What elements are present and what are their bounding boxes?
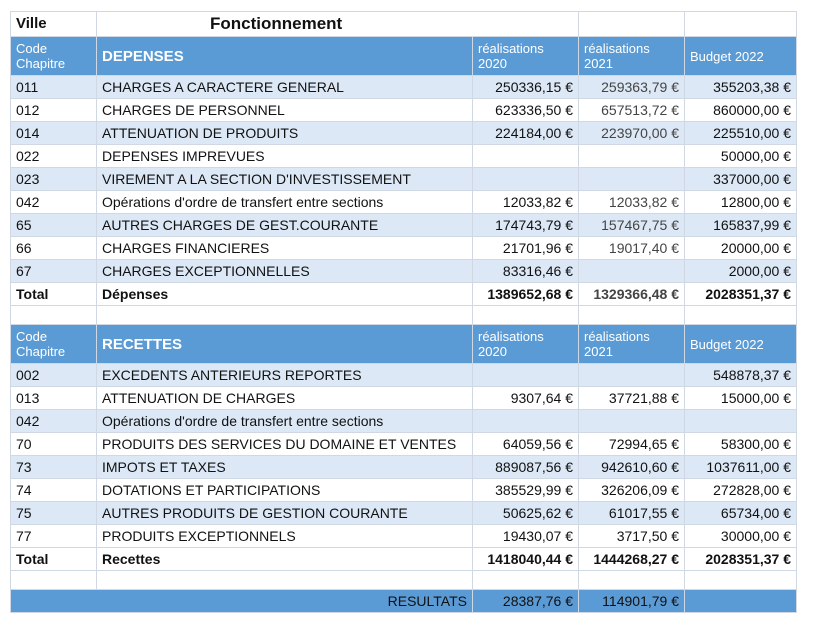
total-2021[interactable]: 1329366,48 € <box>579 283 685 306</box>
budget-2022[interactable]: 1037611,00 € <box>685 456 797 479</box>
value-2020[interactable]: 250336,15 € <box>473 76 579 99</box>
empty-cell[interactable] <box>11 306 97 325</box>
table-row <box>11 122 797 145</box>
value-2021[interactable]: 19017,40 € <box>579 237 685 260</box>
value-2020[interactable]: 623336,50 € <box>473 99 579 122</box>
table-row <box>11 433 797 456</box>
budget-2022[interactable]: 20000,00 € <box>685 237 797 260</box>
value-2020[interactable]: 385529,99 € <box>473 479 579 502</box>
table-row <box>11 191 797 214</box>
budget-2022[interactable]: 355203,38 € <box>685 76 797 99</box>
spacer-row <box>11 306 797 325</box>
chapter-code[interactable]: 042 <box>11 410 97 433</box>
depenses-section-title[interactable]: DEPENSES <box>97 37 473 76</box>
total-2020[interactable]: 1418040,44 € <box>473 548 579 571</box>
code-chapitre-header[interactable]: Code Chapitre <box>11 37 97 76</box>
total-label[interactable]: Total <box>11 283 97 306</box>
chapter-code[interactable]: 70 <box>11 433 97 456</box>
realisations-2020-header[interactable]: réalisations 2020 <box>473 37 579 76</box>
table-row <box>11 456 797 479</box>
budget-2022[interactable] <box>685 410 797 433</box>
value-2020[interactable]: 64059,56 € <box>473 433 579 456</box>
value-2020[interactable]: 50625,62 € <box>473 502 579 525</box>
table-row <box>11 237 797 260</box>
page-title[interactable]: Fonctionnement <box>97 12 579 37</box>
empty-cell[interactable] <box>685 12 797 37</box>
budget-2022[interactable]: 337000,00 € <box>685 168 797 191</box>
chapter-label[interactable]: Opérations d'ordre de transfert entre sections <box>97 191 473 214</box>
resultats-2021[interactable]: 114901,79 € <box>579 590 685 613</box>
chapter-label[interactable]: DEPENSES IMPREVUES <box>97 145 473 168</box>
depenses-total-row <box>11 283 797 306</box>
recettes-section-title[interactable]: RECETTES <box>97 325 473 364</box>
value-2020[interactable]: 12033,82 € <box>473 191 579 214</box>
budget-2022[interactable]: 860000,00 € <box>685 99 797 122</box>
budget-2022[interactable]: 272828,00 € <box>685 479 797 502</box>
resultats-label[interactable]: RESULTATS <box>11 590 473 613</box>
table-row <box>11 525 797 548</box>
chapter-label[interactable]: DOTATIONS ET PARTICIPATIONS <box>97 479 473 502</box>
total-label[interactable]: Total <box>11 548 97 571</box>
table-row <box>11 214 797 237</box>
chapter-code[interactable]: 023 <box>11 168 97 191</box>
empty-cell[interactable] <box>473 571 579 590</box>
table-row <box>11 502 797 525</box>
empty-cell[interactable] <box>685 571 797 590</box>
chapter-code[interactable]: 011 <box>11 76 97 99</box>
budget-table-body <box>11 12 797 613</box>
chapter-label[interactable]: VIREMENT A LA SECTION D'INVESTISSEMENT <box>97 168 473 191</box>
chapter-code[interactable]: 022 <box>11 145 97 168</box>
value-2020[interactable]: 19430,07 € <box>473 525 579 548</box>
budget-2022[interactable]: 2000,00 € <box>685 260 797 283</box>
chapter-label[interactable]: PRODUITS DES SERVICES DU DOMAINE ET VENTES <box>97 433 473 456</box>
total-2020[interactable]: 1389652,68 € <box>473 283 579 306</box>
value-2020[interactable] <box>473 145 579 168</box>
empty-cell[interactable] <box>97 306 473 325</box>
value-2020[interactable]: 174743,79 € <box>473 214 579 237</box>
table-row <box>11 387 797 410</box>
value-2021[interactable]: 223970,00 € <box>579 122 685 145</box>
budget-2022[interactable]: 548878,37 € <box>685 364 797 387</box>
realisations-2021-header[interactable]: réalisations 2021 <box>579 37 685 76</box>
ville-cell[interactable]: Ville <box>11 12 97 37</box>
chapter-label[interactable]: PRODUITS EXCEPTIONNELS <box>97 525 473 548</box>
resultats-row <box>11 590 797 613</box>
empty-cell[interactable] <box>579 306 685 325</box>
budget-table <box>10 11 797 613</box>
code-chapitre-header[interactable]: Code Chapitre <box>11 325 97 364</box>
table-row <box>11 479 797 502</box>
value-2021[interactable] <box>579 168 685 191</box>
realisations-2020-header[interactable]: réalisations 2020 <box>473 325 579 364</box>
value-2020[interactable]: 889087,56 € <box>473 456 579 479</box>
chapter-code[interactable]: 65 <box>11 214 97 237</box>
chapter-code[interactable]: 74 <box>11 479 97 502</box>
budget-2022[interactable]: 225510,00 € <box>685 122 797 145</box>
value-2020[interactable]: 83316,46 € <box>473 260 579 283</box>
value-2020[interactable]: 21701,96 € <box>473 237 579 260</box>
value-2021[interactable]: 942610,60 € <box>579 456 685 479</box>
empty-cell[interactable] <box>579 571 685 590</box>
table-row <box>11 410 797 433</box>
empty-cell[interactable] <box>685 306 797 325</box>
value-2020[interactable] <box>473 364 579 387</box>
chapter-code[interactable]: 012 <box>11 99 97 122</box>
value-2021[interactable]: 61017,55 € <box>579 502 685 525</box>
budget-2022[interactable]: 58300,00 € <box>685 433 797 456</box>
total-budget-2022[interactable]: 2028351,37 € <box>685 548 797 571</box>
recettes-total-row <box>11 548 797 571</box>
total-2021[interactable]: 1444268,27 € <box>579 548 685 571</box>
chapter-label[interactable]: CHARGES FINANCIERES <box>97 237 473 260</box>
value-2021[interactable] <box>579 145 685 168</box>
empty-cell[interactable] <box>11 571 97 590</box>
spacer-row <box>11 571 797 590</box>
depenses-header-row <box>11 37 797 76</box>
table-row <box>11 364 797 387</box>
table-row <box>11 145 797 168</box>
chapter-label[interactable]: Opérations d'ordre de transfert entre sections <box>97 410 473 433</box>
value-2021[interactable]: 37721,88 € <box>579 387 685 410</box>
empty-cell[interactable] <box>473 306 579 325</box>
budget-2022[interactable]: 12800,00 € <box>685 191 797 214</box>
title-row <box>11 12 797 37</box>
chapter-code[interactable]: 002 <box>11 364 97 387</box>
chapter-label[interactable]: ATTENUATION DE CHARGES <box>97 387 473 410</box>
empty-cell[interactable] <box>579 12 685 37</box>
value-2021[interactable]: 657513,72 € <box>579 99 685 122</box>
value-2020[interactable]: 224184,00 € <box>473 122 579 145</box>
chapter-label[interactable]: CHARGES A CARACTERE GENERAL <box>97 76 473 99</box>
chapter-code[interactable]: 77 <box>11 525 97 548</box>
total-caption[interactable]: Recettes <box>97 548 473 571</box>
chapter-label[interactable]: ATTENUATION DE PRODUITS <box>97 122 473 145</box>
value-2021[interactable]: 72994,65 € <box>579 433 685 456</box>
chapter-code[interactable]: 73 <box>11 456 97 479</box>
budget-2022-header[interactable]: Budget 2022 <box>685 37 797 76</box>
value-2021[interactable]: 157467,75 € <box>579 214 685 237</box>
chapter-label[interactable]: AUTRES PRODUITS DE GESTION COURANTE <box>97 502 473 525</box>
table-row <box>11 99 797 122</box>
table-row <box>11 260 797 283</box>
value-2021[interactable] <box>579 364 685 387</box>
recettes-header-row <box>11 325 797 364</box>
value-2021[interactable]: 3717,50 € <box>579 525 685 548</box>
chapter-code[interactable]: 013 <box>11 387 97 410</box>
resultats-2020[interactable]: 28387,76 € <box>473 590 579 613</box>
budget-2022[interactable]: 165837,99 € <box>685 214 797 237</box>
value-2021[interactable]: 326206,09 € <box>579 479 685 502</box>
chapter-label[interactable]: EXCEDENTS ANTERIEURS REPORTES <box>97 364 473 387</box>
value-2021[interactable]: 259363,79 € <box>579 76 685 99</box>
value-2021[interactable] <box>579 410 685 433</box>
value-2021[interactable] <box>579 260 685 283</box>
chapter-code[interactable]: 75 <box>11 502 97 525</box>
budget-2022[interactable]: 15000,00 € <box>685 387 797 410</box>
budget-2022[interactable]: 65734,00 € <box>685 502 797 525</box>
empty-cell[interactable] <box>97 571 473 590</box>
chapter-code[interactable]: 67 <box>11 260 97 283</box>
table-row <box>11 76 797 99</box>
chapter-code[interactable]: 014 <box>11 122 97 145</box>
realisations-2021-header[interactable]: réalisations 2021 <box>579 325 685 364</box>
total-caption[interactable]: Dépenses <box>97 283 473 306</box>
value-2020[interactable] <box>473 410 579 433</box>
budget-2022[interactable]: 30000,00 € <box>685 525 797 548</box>
total-budget-2022[interactable]: 2028351,37 € <box>685 283 797 306</box>
resultats-budget[interactable] <box>685 590 797 613</box>
chapter-code[interactable]: 042 <box>11 191 97 214</box>
chapter-code[interactable]: 66 <box>11 237 97 260</box>
value-2021[interactable]: 12033,82 € <box>579 191 685 214</box>
chapter-label[interactable]: CHARGES DE PERSONNEL <box>97 99 473 122</box>
table-row <box>11 168 797 191</box>
chapter-label[interactable]: IMPOTS ET TAXES <box>97 456 473 479</box>
value-2020[interactable]: 9307,64 € <box>473 387 579 410</box>
value-2020[interactable] <box>473 168 579 191</box>
chapter-label[interactable]: CHARGES EXCEPTIONNELLES <box>97 260 473 283</box>
budget-2022[interactable]: 50000,00 € <box>685 145 797 168</box>
chapter-label[interactable]: AUTRES CHARGES DE GEST.COURANTE <box>97 214 473 237</box>
budget-2022-header[interactable]: Budget 2022 <box>685 325 797 364</box>
